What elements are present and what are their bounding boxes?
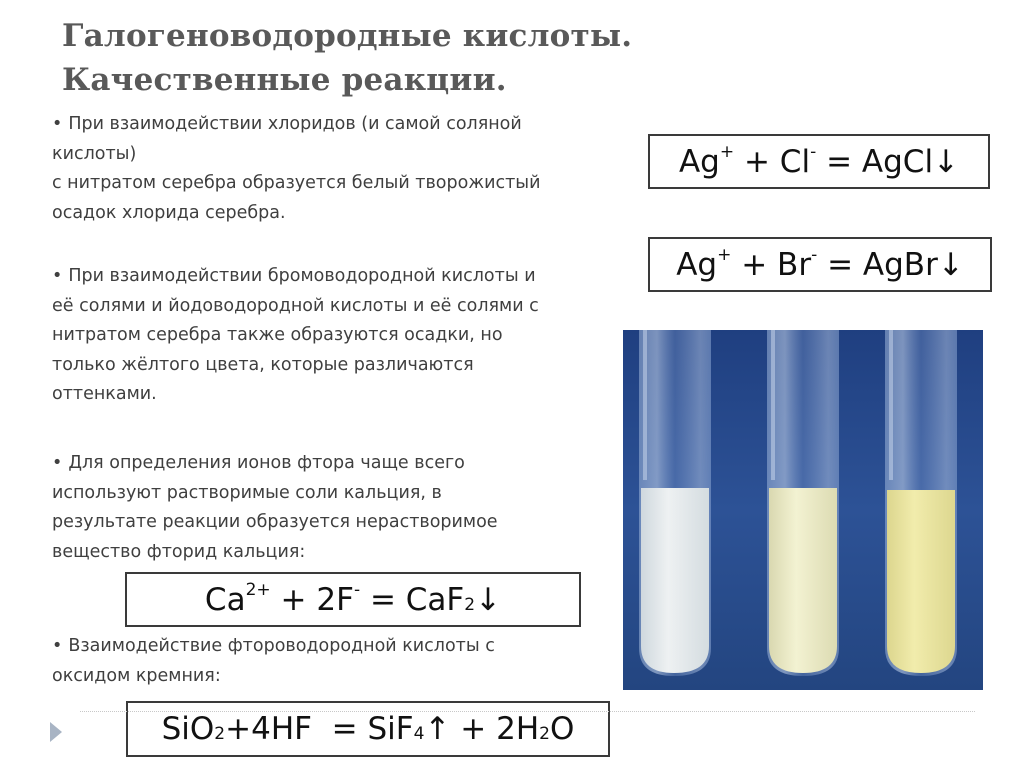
test-tubes-photo — [623, 330, 983, 690]
paragraph-line: оттенками. — [52, 384, 157, 404]
paragraph-line: её солями и йодоводородной кислоты и её солями с — [52, 295, 539, 316]
paragraph-line: • При взаимодействии бромоводородной кислоты и — [52, 266, 536, 286]
test-tube-2 — [767, 330, 839, 676]
test-tube-1 — [639, 330, 711, 676]
paragraph-bromides — [52, 262, 642, 410]
paragraph-chlorides — [52, 110, 642, 228]
paragraph-line: • При взаимодействии хлоридов (и самой соляной — [52, 114, 522, 134]
equation-agbr: Ag + + Br - = AgBr↓ — [648, 237, 992, 292]
paragraph-line: • Взаимодействие фтороводородной кислоты с — [52, 636, 495, 656]
paragraph-line: результате реакции образуется нерастворимое — [52, 512, 498, 532]
title-line-1: Галогеноводородные кислоты. — [62, 18, 633, 54]
paragraph-line: • Для определения ионов фтора чаще всего — [52, 453, 465, 473]
paragraph-line: только жёлтого цвета, которые различаются — [52, 354, 474, 375]
paragraph-line: оксидом кремния: — [52, 665, 221, 686]
slide-title — [62, 14, 962, 102]
bullet-icon: • — [52, 266, 63, 286]
bullet-icon: • — [52, 636, 63, 656]
equation-sio2: SiO $_2$ +4HF = SiF $_4$ ↑ + 2H $_2$ O — [126, 701, 610, 757]
paragraph-line: осадок хлорида серебра. — [52, 202, 286, 223]
paragraph-line: нитратом серебра также образуются осадки, но — [52, 325, 503, 345]
bullet-icon: • — [52, 114, 63, 134]
paragraph-hf-sio2 — [52, 632, 642, 691]
footer-divider — [80, 711, 975, 712]
title-line-2: Качественные реакции. — [62, 62, 507, 98]
paragraph-line: вещество фторид кальция: — [52, 541, 306, 562]
paragraph-line: используют растворимые соли кальция, в — [52, 482, 442, 503]
bullet-icon: • — [52, 453, 63, 473]
paragraph-line: с нитратом серебра образуется белый творожистый — [52, 173, 541, 193]
next-slide-arrow-icon[interactable] — [50, 722, 62, 742]
equation-caf2: Ca $^{2+}$ + 2F - = CaF $_2$ ↓ — [125, 572, 581, 627]
equation-agcl: Ag + + Cl - = AgCl↓ — [648, 134, 990, 189]
test-tube-3 — [885, 330, 957, 676]
paragraph-line: кислоты) — [52, 143, 137, 164]
paragraph-fluorides — [52, 449, 642, 567]
